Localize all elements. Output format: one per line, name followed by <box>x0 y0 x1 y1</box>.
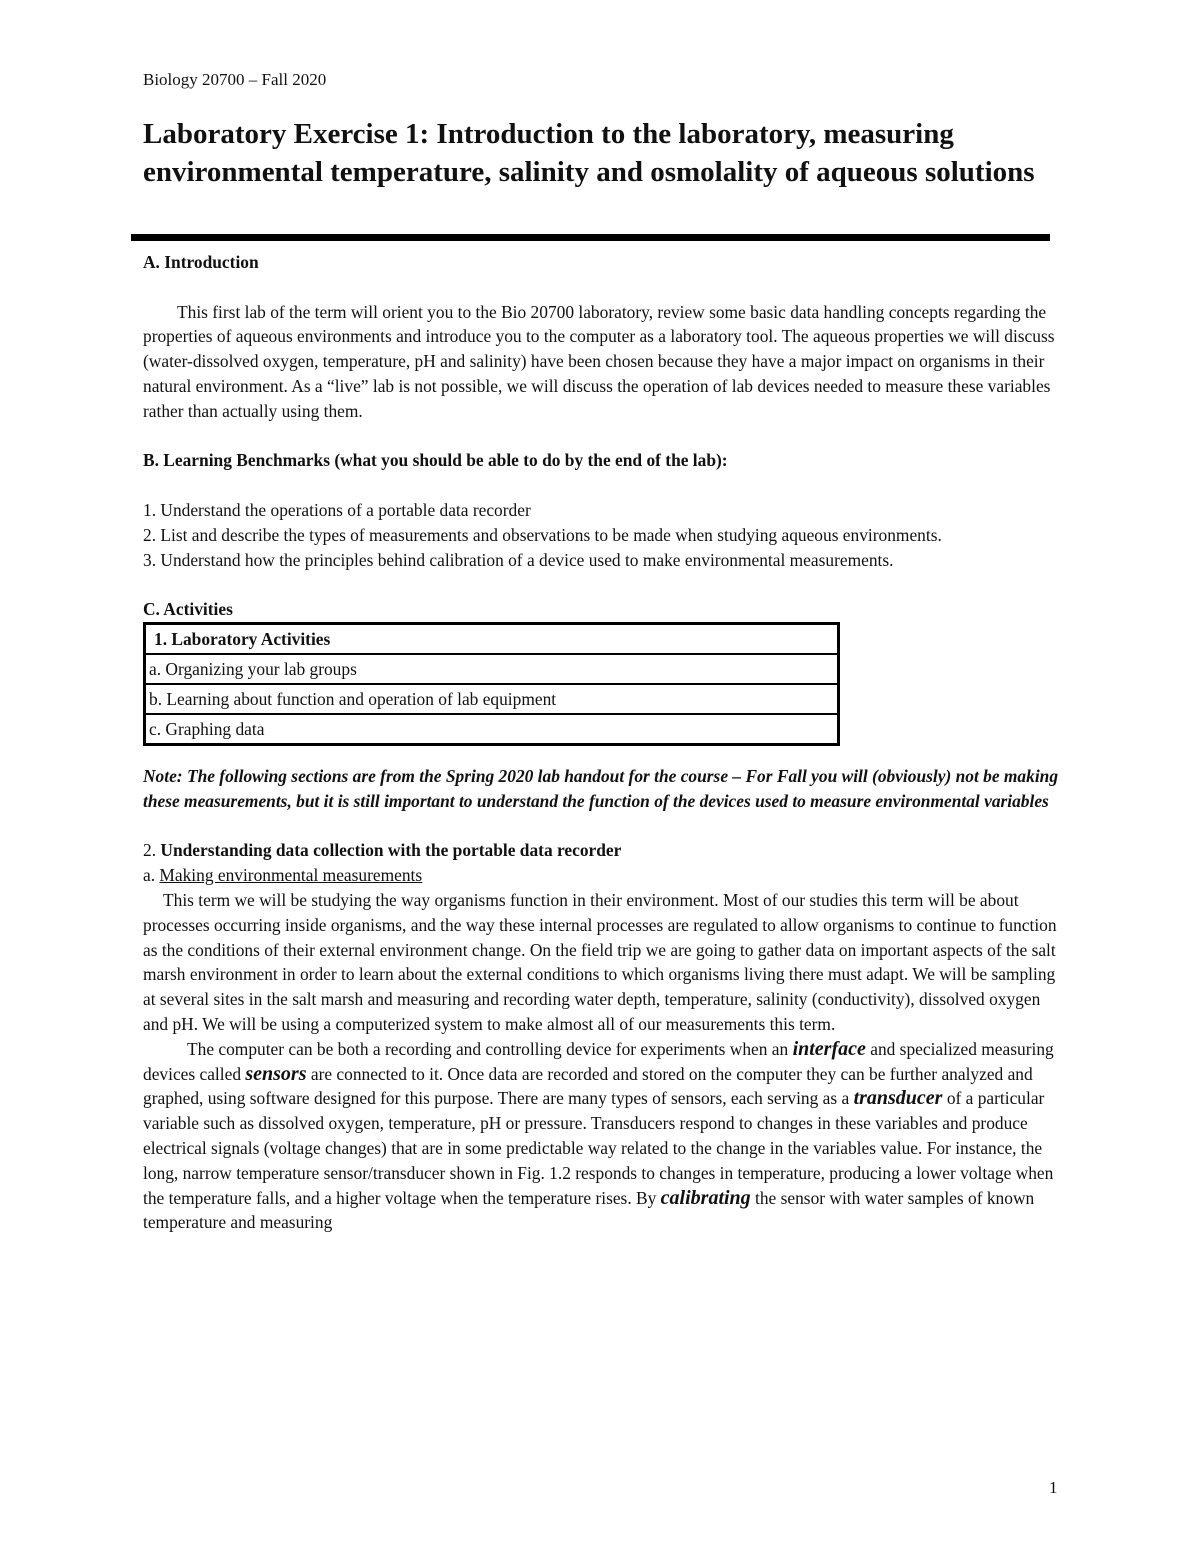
table-row <box>145 623 839 654</box>
section-2-title: Understanding data collection with the portable data recorder <box>160 840 622 861</box>
course-header: Biology 20700 – Fall 2020 <box>143 70 327 89</box>
document-body <box>143 250 1059 1235</box>
subsection-heading <box>143 863 1059 888</box>
benchmark-item-2: 2. List and describe the types of measurements and observations to be made when studying aqueous environments. <box>143 524 942 545</box>
section-a-heading: A. Introduction <box>143 252 259 272</box>
paragraph-text: the sensor with water samples of known temperature and measuring <box>143 1187 1035 1233</box>
table-row <box>145 714 839 745</box>
section-2-paragraph-2 <box>143 1037 1059 1235</box>
activity-item: c. Graphing data <box>145 714 839 745</box>
term-interface: interface <box>792 1037 866 1060</box>
section-2-paragraph-1: This term we will be studying the way organisms function in their environment. Most of our studies this term will be about processes occurring inside organisms, and the way these internal processes are regulated to allow organisms to continue to function as the conditions of their external environment change. On the field trip we are going to gather data on important aspects of the salt marsh environment in order to learn about the external conditions to which organisms living there must adapt. We will be sampling at several sites in the salt marsh and measuring and recording water depth, temperature, salinity (conductivity), dissolved oxygen and pH. We will be using a computerized system to make almost all of our measurements this term. <box>143 889 1057 1034</box>
section-2-heading <box>143 838 1059 863</box>
paragraph-text: are connected to it. Once data are recorded and stored on the computer they can be further analyzed and graphed, using software designed for this purpose. There are many types of sensors, each serving as a <box>143 1063 1033 1109</box>
paragraph-text: of a particular variable such as dissolved oxygen, temperature, pH or pressure. Transducers respond to changes in these variables and produce electrical signals (voltage changes) that are in some predictable way related to the change in the variables value. For instance, the long, narrow temperature sensor/transducer shown in Fig. 1.2 responds to changes in temperature, producing a lower voltage when the temperature falls, and a higher voltage when the temperature rises. By <box>143 1088 1054 1208</box>
fall-note: Note: The following sections are from the Spring 2020 lab handout for the course – For Fall you will (obviously) not be making these measurements, but it is still important to understand the function of the devices used to measure environmental variables <box>143 765 1059 811</box>
activity-item: b. Learning about function and operation of lab equipment <box>145 684 839 714</box>
benchmark-item-3: 3. Understand how the principles behind calibration of a device used to make environmental measurements. <box>143 549 894 570</box>
paragraph-text: The computer can be both a recording and controlling device for experiments when an <box>187 1038 793 1059</box>
section-b-heading: B. Learning Benchmarks (what you should be able to do by the end of the lab): <box>143 450 728 471</box>
subsection-title: Making environmental measurements <box>159 865 423 886</box>
benchmark-item-1: 1. Understand the operations of a portable data recorder <box>143 499 531 520</box>
table-row <box>145 684 839 714</box>
section-c-heading: C. Activities <box>143 599 233 620</box>
title-divider <box>131 234 1050 241</box>
activities-table-header: 1. Laboratory Activities <box>145 623 839 654</box>
page-number: 1 <box>1049 1478 1058 1497</box>
activity-item: a. Organizing your lab groups <box>145 654 839 684</box>
section-2-number: 2. <box>143 840 161 861</box>
activities-table <box>143 622 840 746</box>
section-a-paragraph: This first lab of the term will orient you to the Bio 20700 laboratory, review some basic data handling concepts regarding the properties of aqueous environments and introduce you to the computer as a laboratory tool. The aqueous properties we will discuss (water-dissolved oxygen, temperature, pH and salinity) have been chosen because they have a major impact on organisms in their natural environment. As a “live” lab is not possible, we will discuss the operation of lab devices needed to measure these variables rather than actually using them. <box>143 301 1055 421</box>
table-row <box>145 654 839 684</box>
term-calibrating: calibrating <box>660 1186 751 1209</box>
paragraph-text: and specialized measuring devices called <box>143 1038 1054 1084</box>
page-title: Laboratory Exercise 1: Introduction to the laboratory, measuring environmental temperature, salinity and osmolality of aqueous solutions <box>143 118 1035 188</box>
term-transducer: transducer <box>853 1087 943 1110</box>
term-sensors: sensors <box>245 1062 307 1085</box>
subsection-prefix: a. <box>143 865 160 886</box>
